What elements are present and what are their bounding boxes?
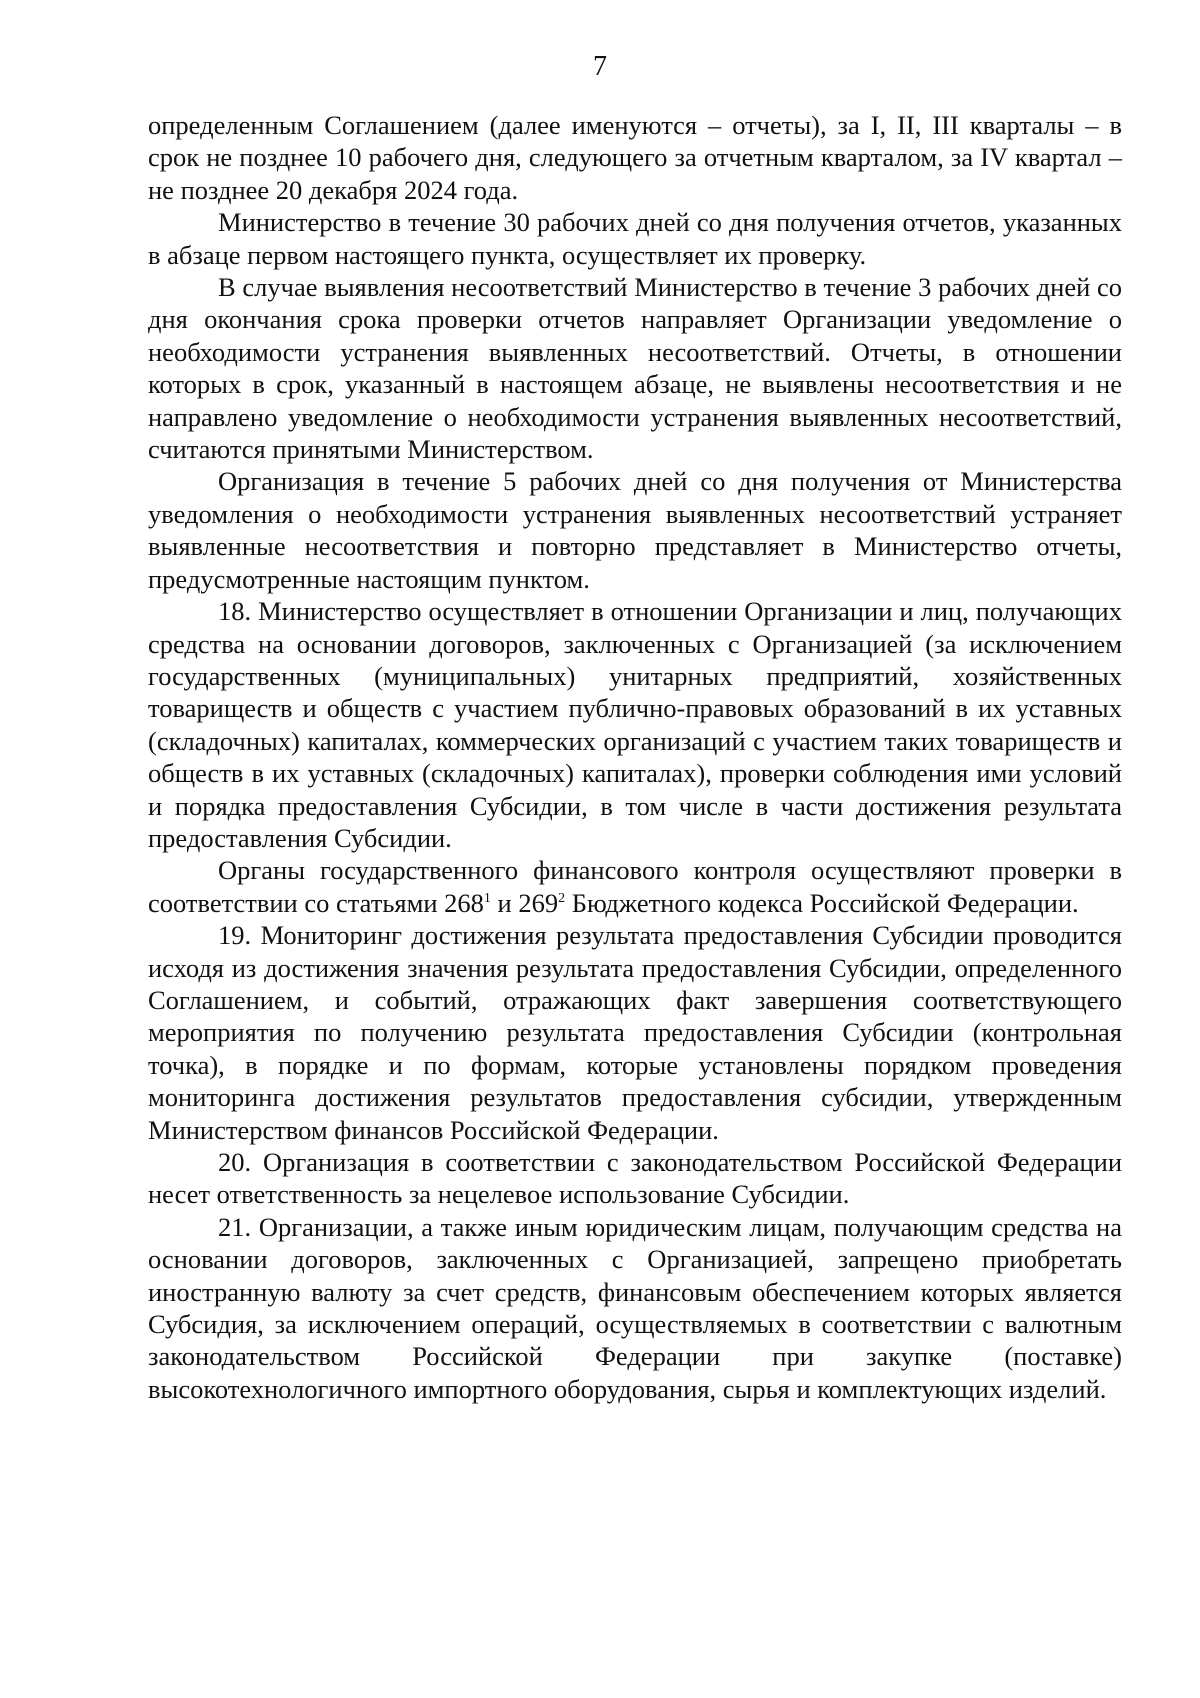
- financial-control-text-1: Органы государственного финансового контроля осуществляют проверки в соответствии со статьями 268: [148, 855, 1122, 918]
- paragraph-financial-control: [148, 854, 1122, 919]
- paragraph-organization-fix: Организация в течение 5 рабочих дней со дня получения от Министерства уведомления о необходимости устранения выявленных несоответствий устраняет выявленные несоответствия и повторно представляет в Министерство отчеты, предусмотренные настоящим пунктом.: [148, 466, 1122, 594]
- page-number: 7: [593, 51, 607, 82]
- financial-control-text-3: Бюджетного кодекса Российской Федерации.: [565, 887, 1079, 918]
- paragraph-item-20: 20. Организация в соответствии с законодательством Российской Федерации несет ответственность за нецелевое использование Субсидии.: [148, 1147, 1122, 1210]
- paragraph-reports-deadline: определенным Соглашением (далее именуются – отчеты), за I, II, III кварталы – в срок не позднее 10 рабочего дня, следующего за отчетным кварталом, за IV квартал – не позднее 20 декабря 2024 года.: [148, 110, 1122, 205]
- financial-control-text-2: и 269: [490, 887, 559, 918]
- paragraph-nonconformity-notice: В случае выявления несоответствий Министерство в течение 3 рабочих дней со дня окончания срока проверки отчетов направляет Организации уведомление о необходимости устранения выявленных несоответствий. Отчеты, в отношении которых в срок, указанный в настоящем абзаце, не выявлены несоответствия и не направлено уведомление о необходимости устранения выявленных несоответствий, считаются принятыми Министерством.: [148, 272, 1122, 465]
- superscript-1: 1: [483, 890, 491, 906]
- superscript-2: 2: [558, 890, 566, 906]
- paragraph-item-19: 19. Мониторинг достижения результата предоставления Субсидии проводится исходя из достижения значения результата предоставления Субсидии, определенного Соглашением, и событий, отражающих факт завершения соответствующего мероприятия по получению результата предоставления Субсидии (контрольная точка), в порядке и по формам, которые установлены порядком проведения мониторинга достижения результатов предоставления субсидии, утвержденным Министерством финансов Российской Федерации.: [148, 920, 1122, 1145]
- paragraph-item-21: 21. Организации, а также иным юридическим лицам, получающим средства на основании договоров, заключенных с Организацией, запрещено приобретать иностранную валюту за счет средств, финансовым обеспечением которых является Субсидия, за исключением операций, осуществляемых в соответствии с валютным законодательством Российской Федерации при закупке (поставке) высокотехнологичного импортного оборудования, сырья и комплектующих изделий.: [148, 1211, 1122, 1404]
- paragraph-ministry-check: Министерство в течение 30 рабочих дней со дня получения отчетов, указанных в абзаце первом настоящего пункта, осуществляет их проверку.: [148, 207, 1122, 270]
- paragraph-item-18: 18. Министерство осуществляет в отношении Организации и лиц, получающих средства на основании договоров, заключенных с Организацией (за исключением государственных (муниципальных) унитарных предприятий, хозяйственных товариществ и обществ с участием публично-правовых образований в их уставных (складочных) капиталах, коммерческих организаций с участием таких товариществ и обществ в их уставных (складочных) капиталах), проверки соблюдения ими условий и порядка предоставления Субсидии, в том числе в части достижения результата предоставления Субсидии.: [148, 596, 1122, 853]
- document-body: [148, 109, 1122, 1405]
